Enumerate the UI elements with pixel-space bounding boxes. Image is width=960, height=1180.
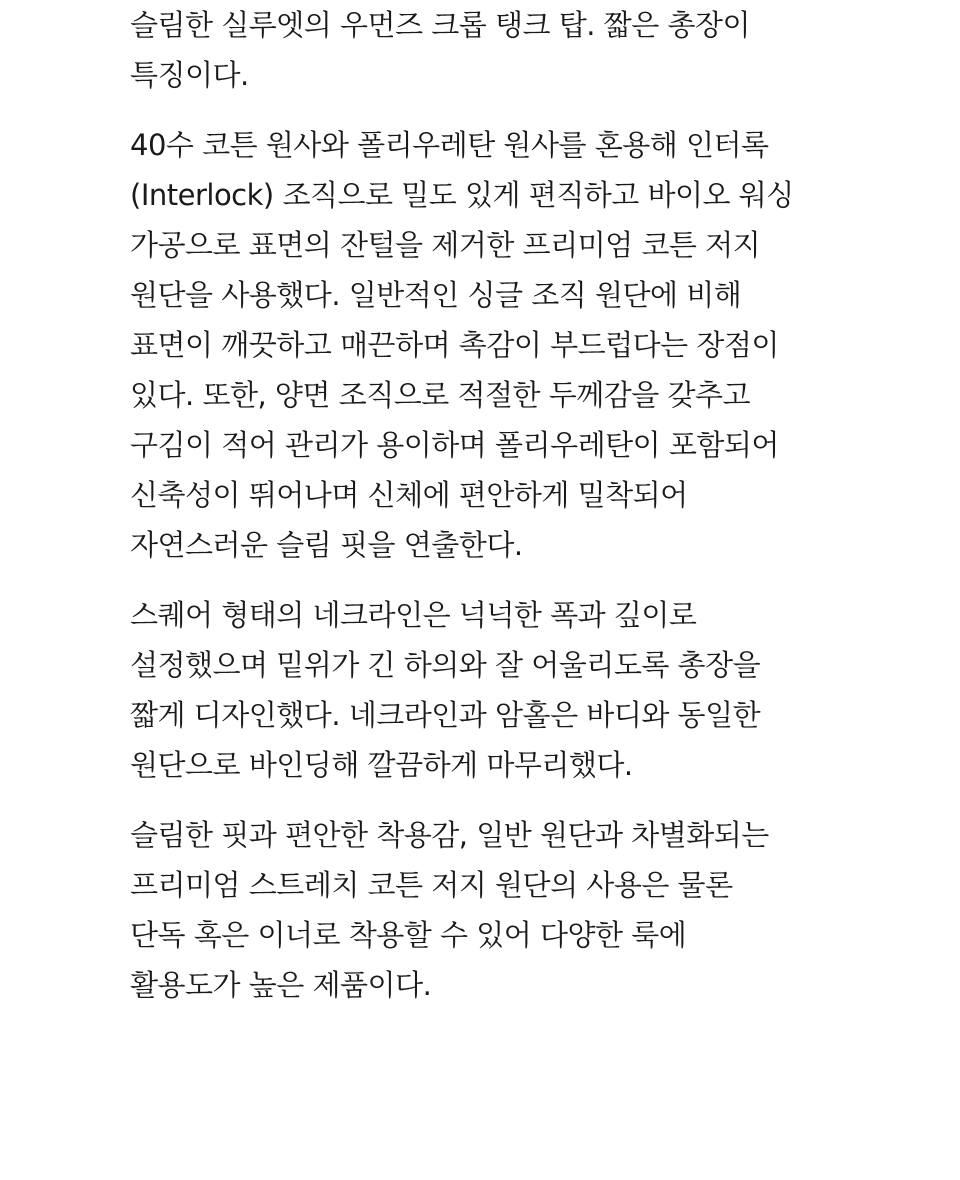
text-line: 있다. 또한, 양면 조직으로 적절한 두께감을 갖추고 bbox=[130, 378, 751, 412]
description-paragraph-intro bbox=[130, 0, 830, 100]
product-description bbox=[130, 0, 830, 1030]
text-line: 40수 코튼 원사와 폴리우레탄 원사를 혼용해 인터록 bbox=[130, 128, 769, 162]
text-line: 슬림한 핏과 편안한 착용감, 일반 원단과 차별화되는 bbox=[130, 818, 769, 852]
text-line: (Interlock) 조직으로 밀도 있게 편직하고 바이오 워싱 bbox=[130, 178, 794, 212]
text-line: 원단을 사용했다. 일반적인 싱글 조직 원단에 비해 bbox=[130, 278, 742, 312]
text-line: 활용도가 높은 제품이다. bbox=[130, 968, 432, 1002]
text-line: 특징이다. bbox=[130, 58, 249, 92]
text-line: 신축성이 뛰어나며 신체에 편안하게 밀착되어 bbox=[130, 478, 688, 512]
text-line: 구김이 적어 관리가 용이하며 폴리우레탄이 포함되어 bbox=[130, 428, 779, 462]
description-paragraph-fabric bbox=[130, 120, 830, 570]
text-line: 스퀘어 형태의 네크라인은 넉넉한 폭과 깊이로 bbox=[130, 598, 697, 632]
text-line: 가공으로 표면의 잔털을 제거한 프리미엄 코튼 저지 bbox=[130, 228, 761, 262]
description-paragraph-summary bbox=[130, 810, 830, 1010]
text-line: 단독 혹은 이너로 착용할 수 있어 다양한 룩에 bbox=[130, 918, 687, 952]
description-paragraph-neckline bbox=[130, 590, 830, 790]
text-line: 원단으로 바인딩해 깔끔하게 마무리했다. bbox=[130, 748, 633, 782]
text-line: 자연스러운 슬림 핏을 연출한다. bbox=[130, 528, 523, 562]
text-line: 짧게 디자인했다. 네크라인과 암홀은 바디와 동일한 bbox=[130, 698, 761, 732]
text-line: 프리미엄 스트레치 코튼 저지 원단의 사용은 물론 bbox=[130, 868, 733, 902]
text-line: 슬림한 실루엣의 우먼즈 크롭 탱크 탑. 짧은 총장이 bbox=[130, 8, 751, 42]
text-line: 설정했으며 밑위가 긴 하의와 잘 어울리도록 총장을 bbox=[130, 648, 761, 682]
text-line: 표면이 깨끗하고 매끈하며 촉감이 부드럽다는 장점이 bbox=[130, 328, 779, 362]
